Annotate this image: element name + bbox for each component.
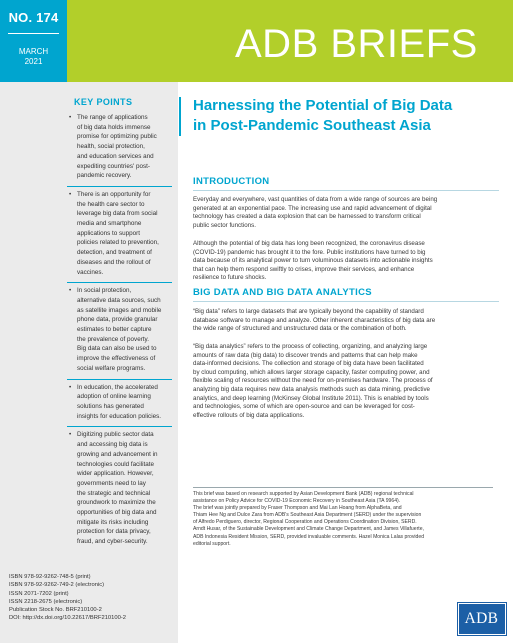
key-point-line: the health care sector to — [77, 200, 145, 208]
text-line: Everyday and everywhere, vast quantities of data from a wide range of sources are being — [193, 196, 438, 203]
key-point-line: as satellite images and mobile — [77, 306, 162, 314]
text-line: analyzing big data requires new data analysis methods such as data mining, predictive — [193, 385, 430, 393]
text-line: and technologies, some of which are open-source and can be leveraged for cost- — [193, 403, 415, 411]
key-point-line: protection for data privacy, — [77, 528, 151, 536]
section-rule — [193, 301, 499, 302]
identifier-line: ISSN 2218-2675 (electronic) — [9, 598, 83, 605]
key-point-item — [67, 383, 172, 422]
page-title-line: in Post-Pandemic Southeast Asia — [193, 117, 431, 134]
text-line: data-informed decisions. The collection and storage of big data have been facilitated — [193, 360, 424, 368]
bullet-icon: • — [69, 114, 72, 121]
key-point-line: growing and advancement in — [77, 450, 158, 458]
bullet-icon: • — [69, 383, 72, 391]
key-point-line: Big data can also be used to — [77, 345, 157, 353]
text-line: “Big data” refers to large datasets that are typically beyond the capability of standard — [193, 308, 424, 315]
key-point-divider — [67, 186, 172, 187]
key-point-line: phone data, provide granular — [77, 316, 158, 324]
issue-year: 2021 — [24, 57, 43, 66]
key-point-line: adoption of online learning — [77, 393, 151, 401]
text-line: flexible scaling of resources without the need for on-premises hardware. The process of — [193, 377, 433, 385]
adb-logo — [458, 603, 506, 635]
key-point-line: of big data holds immense — [77, 123, 151, 131]
note-divider — [193, 487, 493, 488]
issue-divider — [8, 33, 59, 34]
text-line: public sector functions. — [193, 221, 256, 229]
key-point-line: alternative data sources, such — [77, 296, 161, 304]
key-point-line: and education services and — [77, 152, 154, 160]
text-line: data because of its analytical power to turn voluminous datasets into actionable insights — [193, 257, 433, 265]
acknowledgement-note — [193, 491, 493, 548]
intro-paragraph-2 — [193, 240, 499, 283]
text-line: analytics, and deep learning (McKinsey Global Institute 2011). This is enabled by tools — [193, 394, 429, 402]
issue-badge — [0, 0, 67, 82]
key-point-line: expediting countries' post- — [77, 162, 150, 170]
key-point-line: media and smartphone — [77, 220, 142, 228]
page-title-line: Harnessing the Potential of Big Data — [193, 97, 453, 114]
text-line: generated at an exponential pace. The increasing use and rapid advancement of digital — [193, 204, 432, 212]
section-heading-introduction: INTRODUCTION — [193, 176, 270, 187]
adb-logo-text: ADB — [464, 610, 499, 627]
key-point-line: diseases and the rollout of — [77, 258, 151, 266]
bullet-icon: • — [69, 287, 72, 295]
identifier-line: ISSN 2071-7202 (print) — [9, 590, 69, 597]
brand-banner — [67, 0, 513, 82]
key-point-line: the prevalence of poverty. — [77, 335, 149, 343]
section-heading-big-data: BIG DATA AND BIG DATA ANALYTICS — [193, 287, 372, 298]
key-point-line: health, social protection, — [77, 143, 145, 151]
text-line: resilience to future shocks. — [193, 274, 267, 282]
key-point-line: policies related to prevention, — [77, 239, 159, 247]
key-point-line: technologies could facilitate — [77, 460, 155, 468]
key-point-item — [67, 430, 172, 546]
note-line: assistance on Policy Advice for COVID-19 Economic Recovery in Southeast Asia (TA 9964). — [193, 498, 401, 505]
note-line: This brief was based on research supported by Asian Development Bank (ADB) regional technical — [193, 491, 414, 497]
bullet-icon: • — [69, 431, 72, 439]
key-points-heading: KEY POINTS — [74, 97, 133, 107]
key-point-line: There is an opportunity for — [77, 190, 151, 198]
key-point-line: groundwork to maximize the — [77, 499, 156, 507]
key-point-line: applications to support — [77, 229, 141, 237]
key-point-line: the strategic and technical — [77, 489, 151, 497]
key-point-line: leverage big data from social — [77, 210, 158, 218]
identifier-line: ISBN 978-92-9262-748-5 (print) — [9, 574, 91, 580]
key-point-line: solutions has generated — [77, 402, 144, 410]
text-line: (COVID-19) pandemic has brought it to the fore. Public institutions have turned to big — [193, 248, 426, 256]
text-line: that can help them respond swiftly to crises, improve their services, and enhance — [193, 265, 415, 273]
text-line: the wide range of structured and unstructured data or the combination of both. — [193, 325, 407, 333]
key-point-line: and accessing big data is — [77, 441, 148, 449]
key-point-line: opportunities of big data and — [77, 509, 157, 517]
key-point-item — [67, 190, 172, 277]
key-point-divider — [67, 379, 172, 380]
text-line: technology has created a data explosion that can be harnessed to transform critical — [193, 213, 421, 221]
identifier-line: ISBN 978-92-9262-749-2 (electronic) — [9, 582, 105, 589]
text-line: effective rollouts of big data applications. — [193, 411, 305, 419]
key-point-line: vaccines. — [77, 268, 104, 276]
key-point-item — [67, 113, 172, 181]
title-accent-bar — [179, 97, 181, 136]
text-line: amounts of raw data (big data) to discover trends and patterns that can help make — [193, 351, 418, 359]
text-line: Although the potential of big data has long been recognized, the coronavirus disease — [193, 240, 425, 247]
key-point-line: estimates to better capture — [77, 326, 152, 334]
key-point-line: governments need to lay — [77, 479, 146, 487]
note-line: Arndt Husar, of the Sustainable Development and Climate Change Department, and James Villafuerte, — [193, 526, 424, 533]
identifier-line: Publication Stock No. BRF210100-2 — [9, 607, 102, 614]
key-point-line: Digitizing public sector data — [77, 431, 154, 439]
note-line: Thiam Hee Ng and Dulce Zara from ADB's Southeast Asia Department (SERD) under the supervision — [193, 512, 422, 519]
key-point-line: In education, the accelerated — [77, 383, 158, 391]
text-line: database software to manage and analyze. Other inherent characteristics of big data are — [193, 316, 436, 324]
note-line: The brief was jointly prepared by Fraser Thompson and Mai Lan Hoang from AlphaBeta, and — [193, 505, 402, 512]
brand-title: ADB BRIEFS — [235, 22, 478, 66]
bullet-icon: • — [69, 190, 72, 198]
key-point-divider — [67, 426, 172, 427]
key-point-line: In social protection, — [77, 287, 132, 295]
key-point-item — [67, 286, 172, 373]
text-line: by cloud computing, which allows larger storage capacity, faster computing power, and — [193, 368, 430, 376]
key-points-list — [67, 113, 172, 547]
note-line: editorial support. — [193, 540, 231, 547]
publication-identifiers — [9, 573, 174, 623]
key-point-line: social welfare programs. — [77, 364, 146, 372]
key-point-divider — [67, 282, 172, 283]
issue-month: MARCH — [18, 47, 49, 56]
key-point-line: fraud, and cyber-security. — [77, 538, 148, 546]
note-line: of Alfredo Perdiguero, director, Regional Cooperation and Operations Coordination Division, SERD. — [193, 519, 417, 526]
page-title — [193, 96, 493, 136]
key-point-line: insights for education policies. — [77, 412, 162, 420]
big-data-paragraph-2 — [193, 343, 499, 420]
key-point-line: mitigate its risks including — [77, 518, 149, 526]
identifier-line: DOI: http://dx.doi.org/10.22617/BRF210100-2 — [9, 615, 126, 622]
key-point-line: detection, and treatment of — [77, 249, 152, 257]
key-point-line: wider application. However, — [77, 470, 154, 478]
intro-paragraph-1 — [193, 196, 499, 230]
issue-number: NO. 174 — [8, 10, 59, 25]
section-rule — [193, 190, 499, 191]
key-point-line: The range of applications — [77, 114, 148, 121]
big-data-paragraph-1 — [193, 308, 499, 334]
key-point-line: improve the effectiveness of — [77, 355, 156, 363]
key-point-line: promise for optimizing public — [77, 133, 157, 141]
note-line: ADB Indonesia Resident Mission, SERD, provided invaluable comments. Hazel Monica Lalas provided — [193, 533, 425, 540]
key-point-line: pandemic recovery. — [77, 172, 132, 180]
text-line: “Big data analytics” refers to the process of collecting, organizing, and analyzing large — [193, 343, 428, 350]
